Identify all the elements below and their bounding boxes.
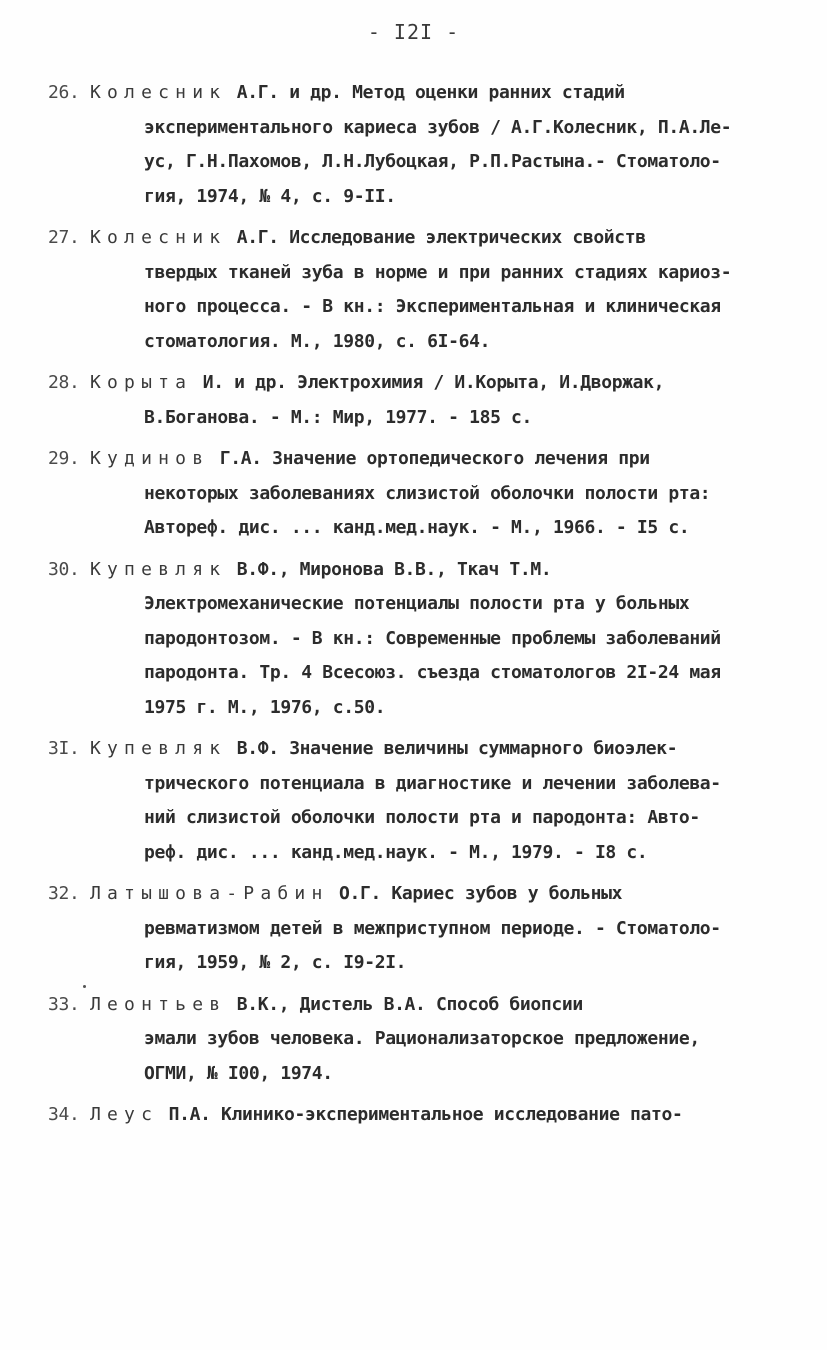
reference-item xyxy=(48,221,788,359)
reference-continuation: экспериментального кариеса зубов / А.Г.Колесник, П.А.Ле- xyxy=(144,116,732,138)
reference-item xyxy=(48,366,788,435)
reference-number: 28. xyxy=(48,372,80,393)
reference-number: 29. xyxy=(48,448,80,469)
reference-number: 26. xyxy=(48,82,80,103)
reference-item xyxy=(48,877,788,981)
reference-author: Леонтьев xyxy=(89,993,227,1015)
reference-text: В.К., Дистель В.А. Способ биопсии xyxy=(236,993,583,1015)
reference-author: Колесник xyxy=(89,227,227,248)
reference-continuation: ОГМИ, № I00, 1974. xyxy=(144,1062,333,1084)
reference-continuation: гия, 1959, № 2, с. I9-2I. xyxy=(144,952,407,973)
reference-author: Колесник xyxy=(89,82,227,103)
reference-author: Купевляк xyxy=(89,738,227,759)
reference-continuation: реф. дис. ... канд.мед.наук. - М., 1979. - I8 с. xyxy=(144,841,648,863)
reference-continuation: твердых тканей зуба в норме и при ранних стадиях кариоз- xyxy=(144,261,732,283)
reference-item xyxy=(48,442,788,546)
reference-author: Леус xyxy=(89,1104,159,1125)
reference-continuation: эмали зубов человека. Рационализаторское предложение, xyxy=(144,1028,700,1049)
reference-author: Купевляк xyxy=(89,558,227,580)
reference-continuation: пародонтозом. - В кн.: Современные проблемы заболеваний xyxy=(144,627,721,649)
reference-continuation: ревматизмом детей в межприступном периоде. - Стоматоло- xyxy=(144,917,721,939)
reference-text: Г.А. Значение ортопедического лечения при xyxy=(219,448,650,469)
reference-item xyxy=(48,1098,788,1133)
reference-continuation: Электромеханические потенциалы полости рта у больных xyxy=(144,593,690,614)
reference-text: В.Ф., Миронова В.В., Ткач Т.М. xyxy=(236,558,552,580)
reference-number: 27. xyxy=(48,227,80,248)
paper-speck xyxy=(83,985,86,988)
reference-list xyxy=(48,76,788,1140)
reference-author: Латышова-Рабин xyxy=(89,883,329,904)
reference-continuation: 1975 г. М., 1976, с.50. xyxy=(144,696,386,718)
reference-continuation: В.Боганова. - М.: Мир, 1977. - 185 с. xyxy=(144,406,533,428)
reference-text: А.Г. и др. Метод оценки ранних стадий xyxy=(236,82,625,103)
reference-text: О.Г. Кариес зубов у больных xyxy=(339,883,623,904)
reference-author: Корыта xyxy=(89,372,193,393)
reference-continuation: ного процесса. - В кн.: Экспериментальная и клиническая xyxy=(144,296,721,317)
reference-text: В.Ф. Значение величины суммарного биоэлек- xyxy=(236,738,678,759)
reference-number: 30. xyxy=(48,558,80,580)
reference-item xyxy=(48,553,788,726)
reference-text: И. и др. Электрохимия / И.Корыта, И.Дворжак, xyxy=(202,372,665,393)
reference-number: 34. xyxy=(48,1104,80,1125)
reference-author: Кудинов xyxy=(89,448,210,469)
reference-continuation: Автореф. дис. ... канд.мед.наук. - М., 1966. - I5 с. xyxy=(144,517,690,538)
reference-continuation: трического потенциала в диагностике и лечении заболева- xyxy=(144,772,721,794)
reference-continuation: некоторых заболеваниях слизистой оболочки полости рта: xyxy=(144,482,711,504)
reference-item xyxy=(48,76,788,214)
reference-number: 33. xyxy=(48,993,80,1015)
reference-text: А.Г. Исследование электрических свойств xyxy=(236,227,646,248)
reference-number: 3I. xyxy=(48,738,80,759)
reference-number: 32. xyxy=(48,883,80,904)
reference-continuation: ний слизистой оболочки полости рта и пародонта: Авто- xyxy=(144,807,700,828)
reference-continuation: стоматология. М., 1980, с. 6I-64. xyxy=(144,330,491,352)
reference-continuation: пародонта. Тр. 4 Всесоюз. съезда стоматологов 2I-24 мая xyxy=(144,662,721,683)
page-number: - I2I - xyxy=(367,20,460,44)
reference-item xyxy=(48,732,788,870)
reference-item xyxy=(48,988,788,1092)
reference-continuation: ус, Г.Н.Пахомов, Л.Н.Лубоцкая, Р.П.Растына.- Стоматоло- xyxy=(144,151,721,172)
reference-continuation: гия, 1974, № 4, с. 9-II. xyxy=(144,185,396,207)
reference-text: П.А. Клинико-экспериментальное исследование пато- xyxy=(168,1104,683,1125)
